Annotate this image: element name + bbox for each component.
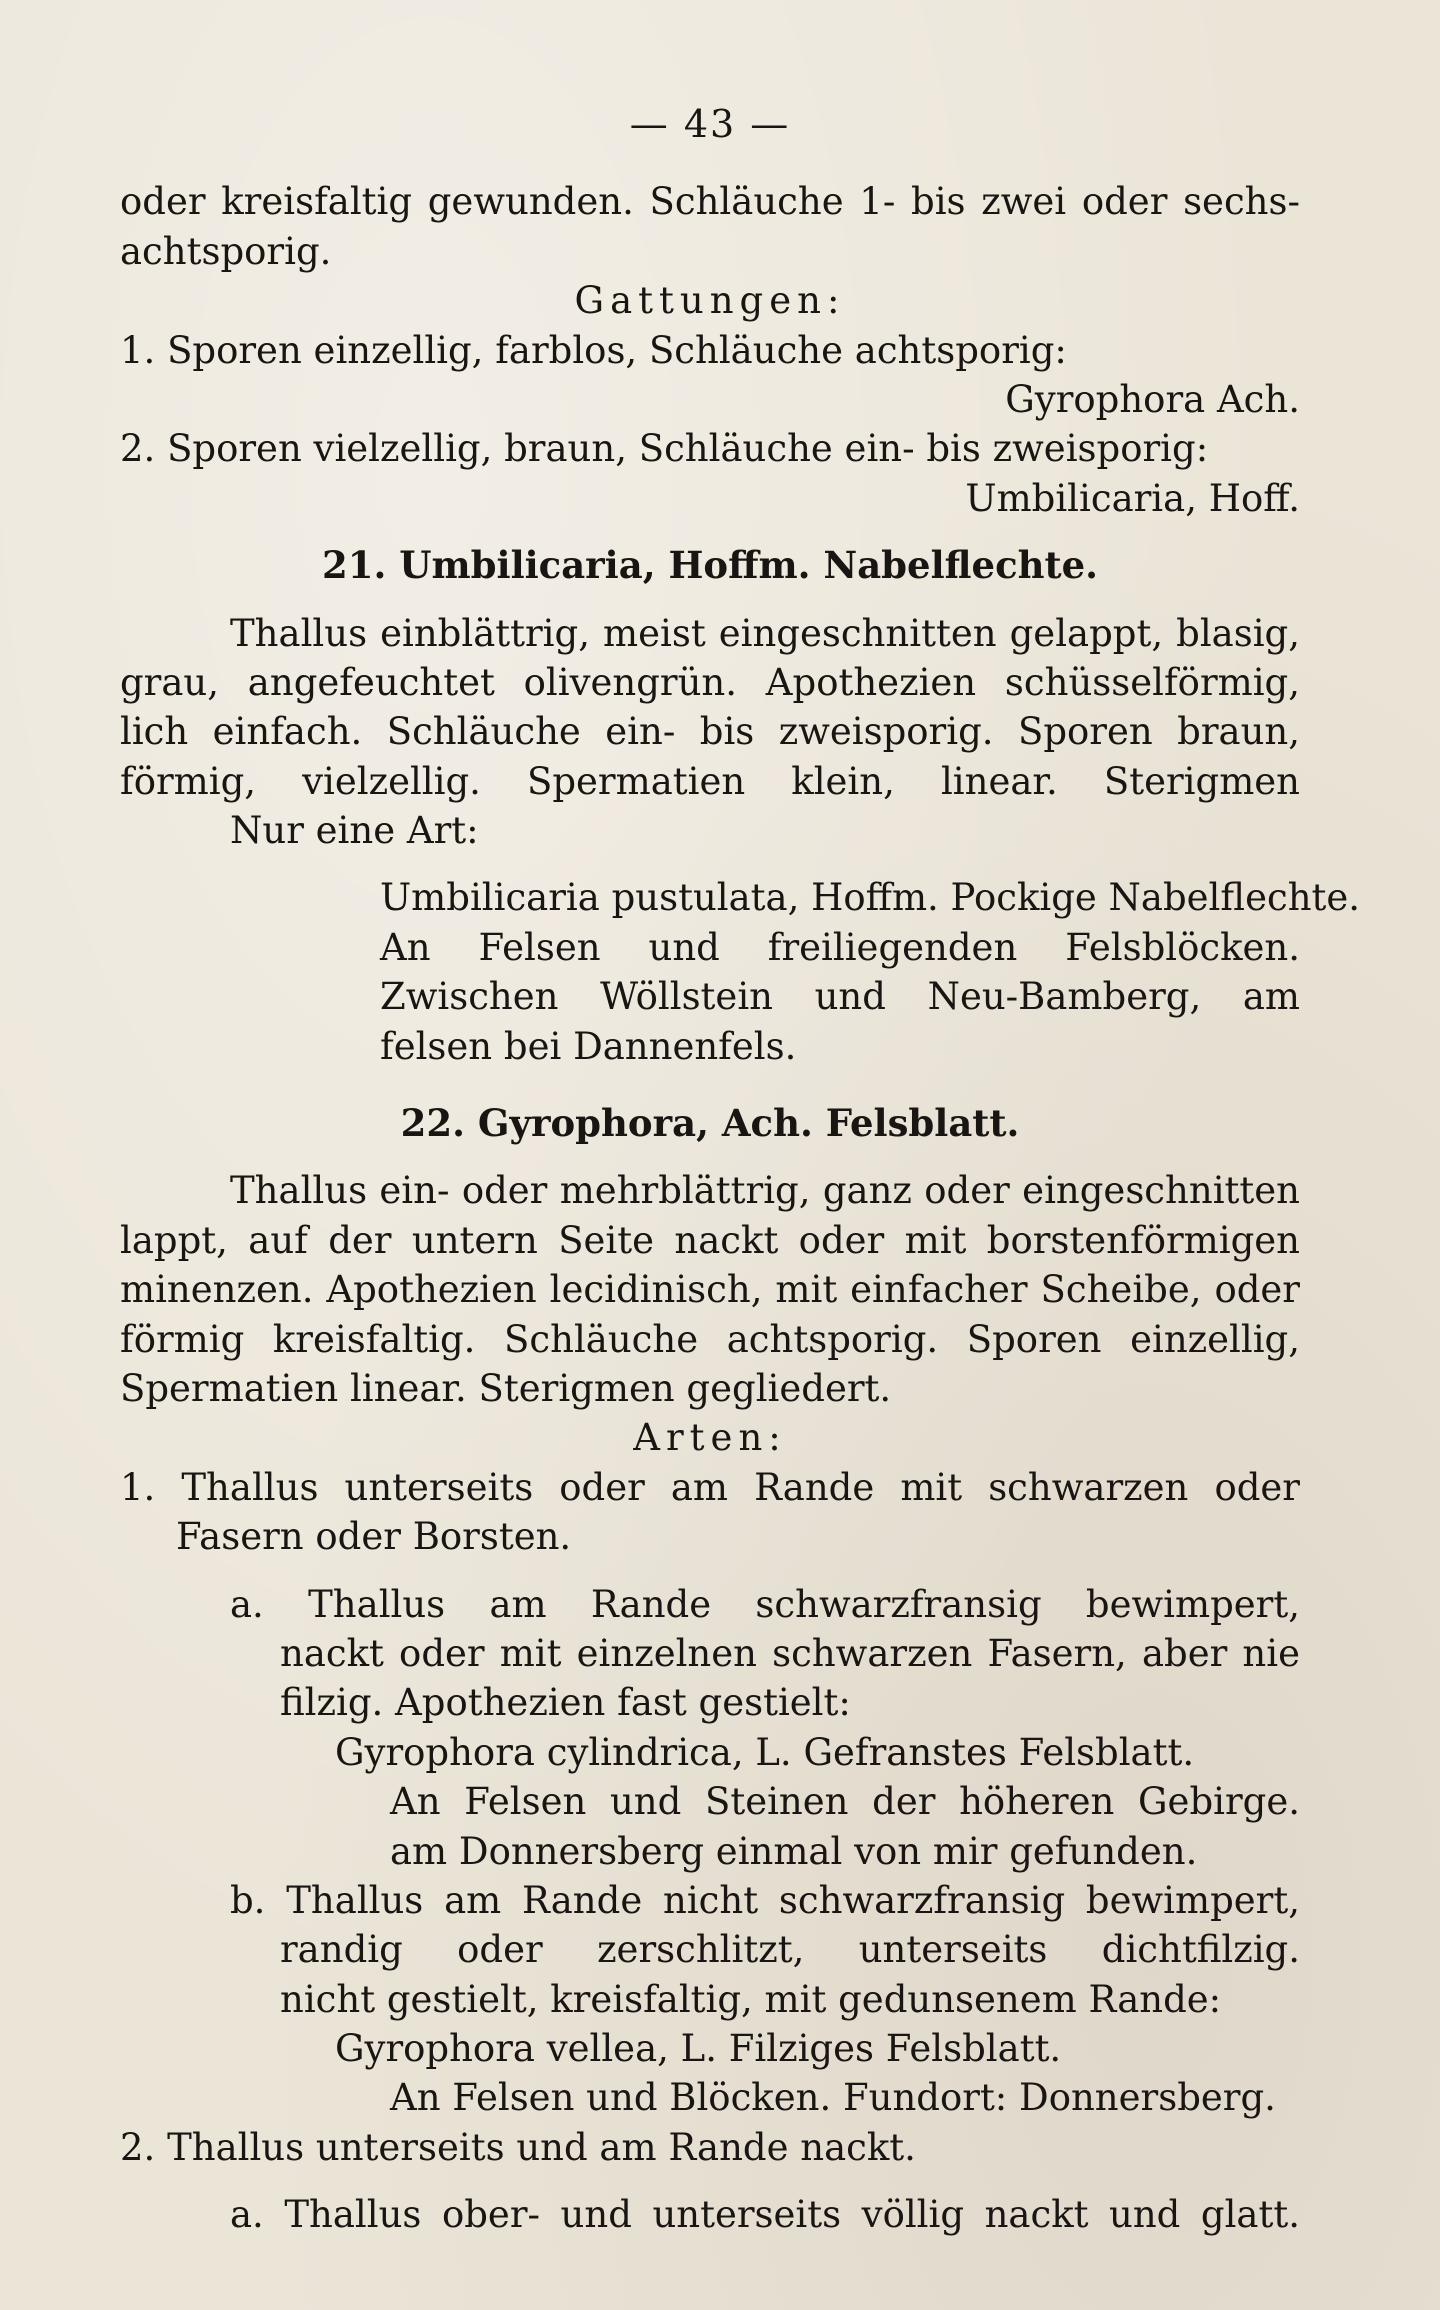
species-name: Gyrophora cylindrica, L. Gefranstes Felsblatt.	[335, 1730, 1195, 1774]
text-line: An Felsen und Steinen der höheren Gebirge.	[390, 1780, 1300, 1824]
text-line: Zwischen Wöllstein und Neu-Bamberg, am	[380, 975, 1300, 1019]
text-line: Thallus einblättrig, meist eingeschnitten gelappt, blasig,	[230, 611, 1300, 655]
text-line: achtsporig.	[120, 229, 332, 273]
text-line: Fasern oder Borsten.	[176, 1515, 572, 1559]
key-item: 1. Thallus unterseits oder am Rande mit schwarzen oder	[120, 1465, 1300, 1509]
key-subitem: a. Thallus ober- und unterseits völlig nackt und glatt.	[230, 2193, 1300, 2237]
text-line: 1. Sporen einzellig, farblos, Schläuche achtsporig:	[120, 328, 1067, 372]
text-line: oder kreisfaltig gewunden. Schläuche 1- bis zwei oder sechs-	[120, 180, 1300, 224]
text-line: Spermatien linear. Sterigmen gegliedert.	[120, 1366, 892, 1410]
section-heading-arten: Arten:	[633, 1416, 787, 1460]
text-line: nicht gestielt, kreisfaltig, mit gedunsenem Rande:	[280, 1977, 1222, 2021]
genus-heading-gyrophora: 22. Gyrophora, Ach. Felsblatt.	[400, 1101, 1020, 1146]
text-line: förmig kreisfaltig. Schläuche achtsporig. Sporen einzellig,	[120, 1317, 1300, 1361]
text-line: Nur eine Art:	[230, 809, 479, 853]
text-line: nackt oder mit einzelnen schwarzen Fasern, aber nie	[280, 1631, 1300, 1675]
genus-name: Gyrophora Ach.	[1005, 377, 1300, 421]
text-line: randig oder zerschlitzt, unterseits dichtfilzig.	[280, 1928, 1300, 1972]
text-line: An Felsen und Blöcken. Fundort: Donnersberg.	[390, 2076, 1276, 2120]
page-text	[120, 100, 1361, 2240]
text-line: An Felsen und freiliegenden Felsblöcken.	[380, 925, 1300, 969]
text-line: Thallus ein- oder mehrblättrig, ganz oder eingeschnitten	[230, 1169, 1300, 1213]
genus-heading-umbilicaria: 21. Umbilicaria, Hoffm. Nabelflechte.	[321, 543, 1099, 588]
text-line: grau, angefeuchtet olivengrün. Apothezien schüsselförmig,	[120, 660, 1300, 704]
key-item: 2. Thallus unterseits und am Rande nackt.	[120, 2125, 916, 2169]
text-line: minenzen. Apothezien lecidinisch, mit einfacher Scheibe, oder	[120, 1268, 1300, 1312]
genus-name: Umbilicaria, Hoff.	[965, 476, 1300, 520]
text-line: am Donnersberg einmal von mir gefunden.	[390, 1829, 1198, 1873]
text-line: lich einfach. Schläuche ein- bis zweisporig. Sporen braun,	[120, 710, 1300, 754]
page-number: — 43 —	[629, 102, 791, 146]
species-name: Gyrophora vellea, L. Filziges Felsblatt.	[335, 2027, 1062, 2071]
text-line: felsen bei Dannenfels.	[380, 1024, 797, 1068]
key-subitem: a. Thallus am Rande schwarzfransig bewimpert,	[230, 1582, 1300, 1626]
text-line: lappt, auf der untern Seite nackt oder mit borstenförmigen	[120, 1218, 1300, 1262]
species-name: Umbilicaria pustulata, Hoffm. Pockige Nabelflechte.	[380, 876, 1361, 920]
text-line: 2. Sporen vielzellig, braun, Schläuche ein- bis zweisporig:	[120, 427, 1209, 471]
text-line: förmig, vielzellig. Spermatien klein, linear. Sterigmen	[120, 759, 1300, 803]
key-subitem: b. Thallus am Rande nicht schwarzfransig bewimpert,	[230, 1878, 1300, 1922]
section-heading-gattungen: Gattungen:	[574, 279, 846, 323]
text-line: filzig. Apothezien fast gestielt:	[280, 1681, 851, 1725]
